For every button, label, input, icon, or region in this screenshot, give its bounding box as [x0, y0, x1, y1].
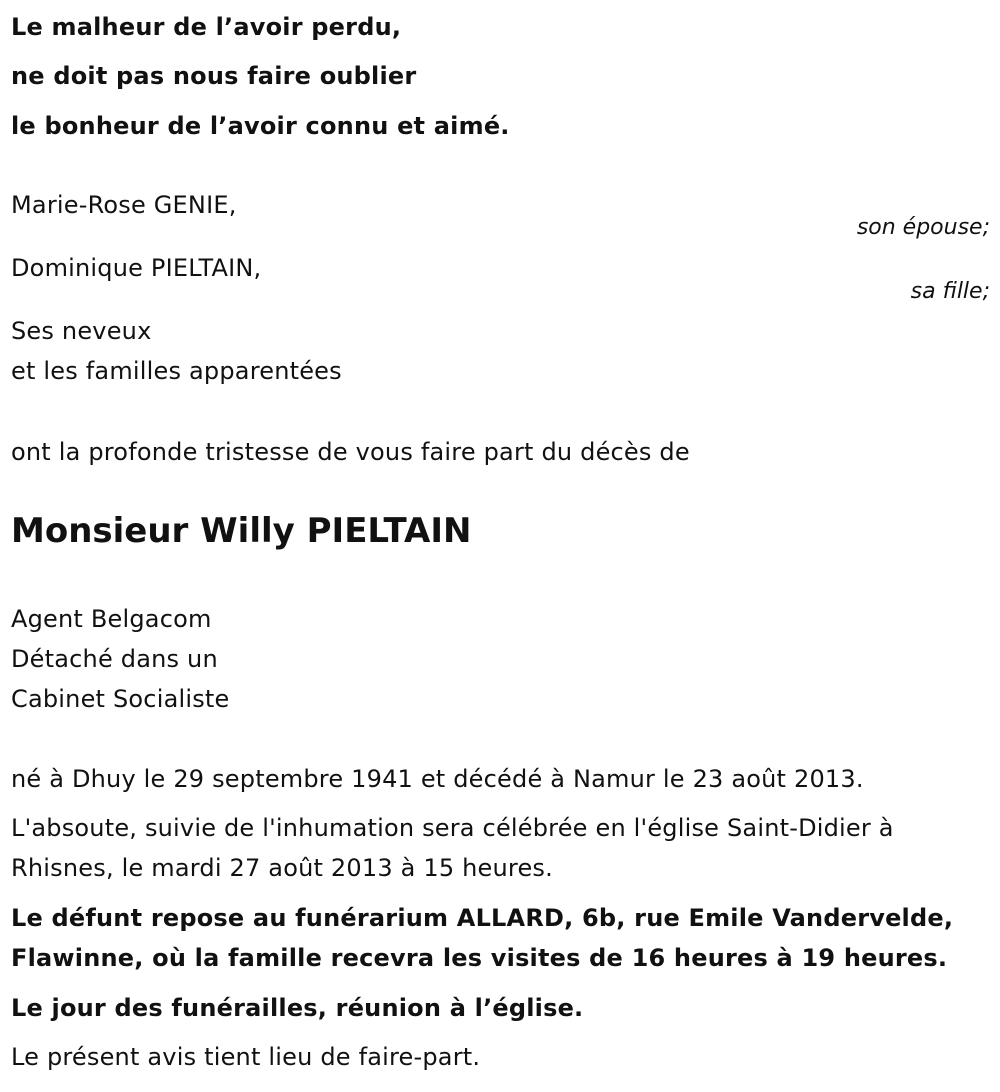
announcement-text: ont la profonde tristesse de vous faire part du décès de: [11, 438, 690, 466]
occupation-line-1: Agent Belgacom: [11, 605, 212, 633]
gathering-text: Le jour des funérailles, réunion à l’église.: [11, 994, 584, 1022]
daughter-name: Dominique PIELTAIN,: [11, 254, 262, 282]
quote-line-2: ne doit pas nous faire oublier: [11, 62, 417, 90]
notice-text: Le présent avis tient lieu de faire-part.: [11, 1043, 481, 1071]
occupation-line-3: Cabinet Socialiste: [11, 685, 230, 713]
birth-death-dates: né à Dhuy le 29 septembre 1941 et décédé à Namur le 23 août 2013.: [11, 765, 864, 793]
visitation-line-1: Le défunt repose au funérarium ALLARD, 6b, rue Emile Vandervelde,: [11, 904, 954, 932]
daughter-relation: sa fille;: [910, 279, 990, 304]
spouse-name: Marie-Rose GENIE,: [11, 191, 237, 219]
occupation-line-2: Détaché dans un: [11, 645, 218, 673]
deceased-name: Monsieur Willy PIELTAIN: [11, 511, 472, 551]
spouse-relation: son épouse;: [856, 215, 990, 240]
ceremony-line-1: L'absoute, suivie de l'inhumation sera célébrée en l'église Saint-Didier à: [11, 814, 894, 842]
nephews-line: Ses neveux: [11, 317, 152, 345]
quote-line-3: le bonheur de l’avoir connu et aimé.: [11, 112, 510, 140]
quote-line-1: Le malheur de l’avoir perdu,: [11, 13, 402, 41]
visitation-line-2: Flawinne, où la famille recevra les visites de 16 heures à 19 heures.: [11, 944, 948, 972]
families-line: et les familles apparentées: [11, 357, 342, 385]
ceremony-line-2: Rhisnes, le mardi 27 août 2013 à 15 heures.: [11, 854, 553, 882]
